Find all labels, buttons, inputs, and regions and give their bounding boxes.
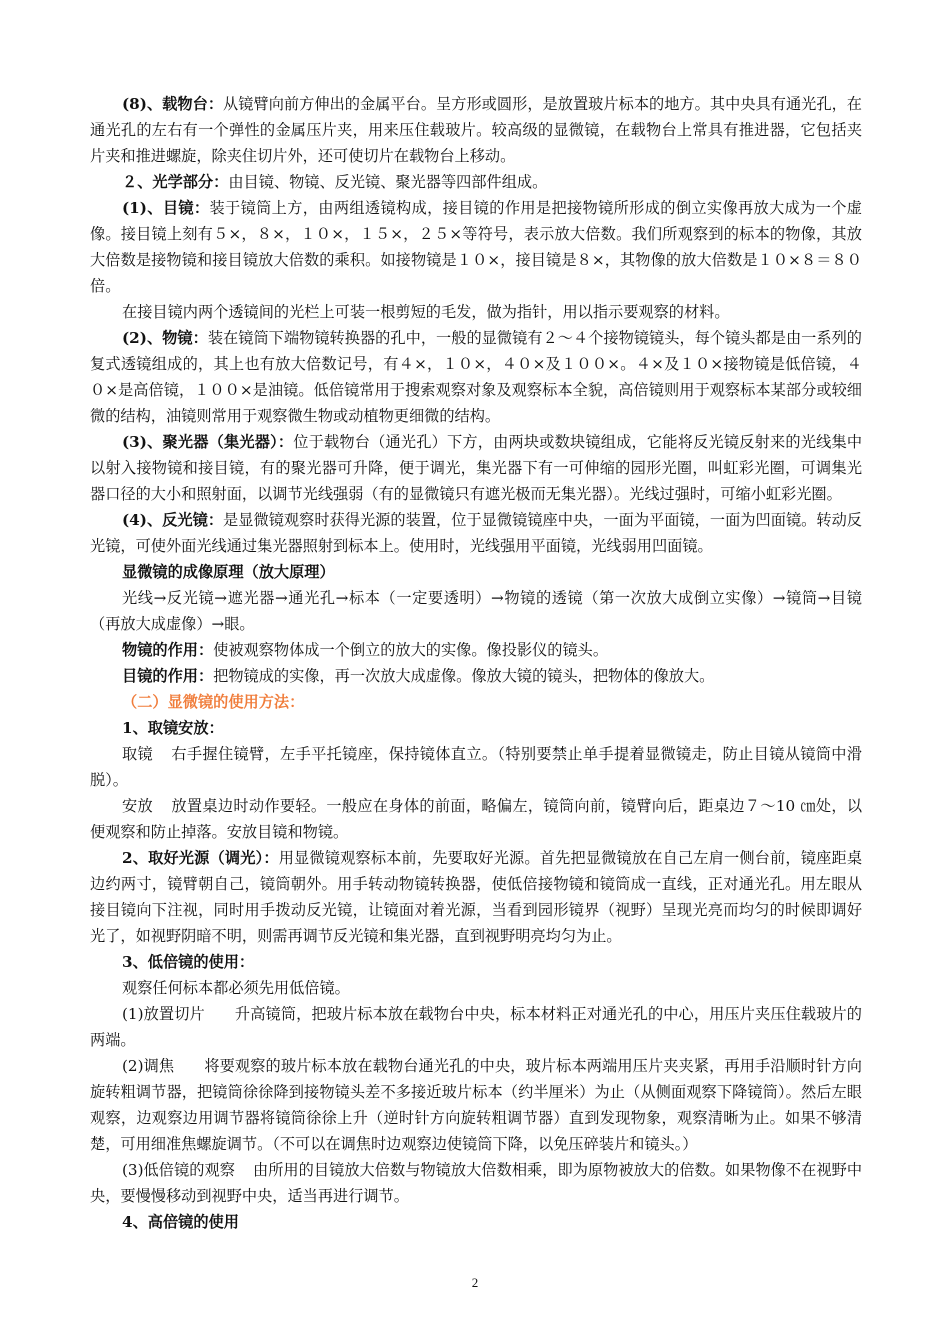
paragraph-eyepiece	[90, 195, 862, 299]
lead-take-scope: 取镜	[122, 745, 154, 763]
paragraph-light-path	[90, 585, 862, 637]
text-condenser: 位于载物台（通光孔）下方，由两块或数块镜组成，它能将反光镜反射来的光线集中以射入接物镜和接目镜，有的聚光器可升降，便于调光，集光器下有一可伸缩的园形光圈，叫虹彩光圈，可调集光器口径的大小和照射面，以调节光线强弱（有的显微镜只有遮光极而无集光器）。光线过强时，可缩小虹彩光圈。	[90, 433, 863, 503]
lead-focus: (2)调焦	[122, 1057, 175, 1075]
text-optical-part: 由目镜、物镜、反光镜、聚光器等四部件组成。	[228, 173, 548, 191]
paragraph-place-scope	[90, 793, 862, 845]
paragraph-usage-section	[90, 689, 862, 715]
heading-objective: (2)、物镜：	[122, 329, 208, 347]
text-step-2: 用显微镜观察标本前，先要取好光源。首先把显微镜放在自己左肩一侧台前，镜座距桌边约两寸，镜臂朝自己，镜筒朝外。用手转动物镜转换器，使低倍接物镜和镜筒成一直线，正对通光孔。用左眼从接目镜向下注视，同时用手拨动反光镜，让镜面对着光源，当看到园形镜界（视野）呈现光亮而均匀的时候即调好光了，如视野阴暗不明，则需再调节反光镜和集光器，直到视野明亮均匀为止。	[90, 849, 863, 945]
paragraph-condenser	[90, 429, 862, 507]
paragraph-pointer	[90, 299, 862, 325]
document-body	[90, 91, 862, 1235]
text-pointer: 在接目镜内两个透镜间的光栏上可装一根剪短的毛发，做为指针，用以指示要观察的材料。	[122, 303, 730, 321]
text-eyepiece: 装于镜筒上方，由两组透镜构成，接目镜的作用是把接物镜所形成的倒立实像再放大成为一个虚像。接目镜上刻有５×，８×，１０×，１５×，２５×等符号，表示放大倍数。我们所观察到的标本的物像，其放大倍数是接物镜和接目镜放大倍数的乘积。如接物镜是１０×，接目镜是８×，其物像的放大倍数是１０×８＝８０倍。	[90, 199, 862, 295]
heading-step-2: 2、取好光源（调光）：	[122, 849, 279, 867]
paragraph-take-scope	[90, 741, 862, 793]
paragraph-focus	[90, 1053, 862, 1157]
heading-imaging-principle: 显微镜的成像原理（放大原理）	[122, 563, 335, 581]
text-eyepiece-role: 把物镜成的实像，再一次放大成虚像。像放大镜的镜头，把物体的像放大。	[213, 667, 715, 685]
paragraph-step-4	[90, 1209, 862, 1235]
paragraph-step-1	[90, 715, 862, 741]
page-number: 2	[471, 1275, 479, 1290]
paragraph-objective	[90, 325, 862, 429]
text-low-power-observe: 由所用的目镜放大倍数与物镜放大倍数相乘，即为原物被放大的倍数。如果物像不在视野中央，要慢慢移动到视野中央，适当再进行调节。	[90, 1161, 863, 1205]
paragraph-objective-role	[90, 637, 862, 663]
heading-stage: (8)、载物台：	[122, 95, 224, 113]
lead-place-slide: (1)放置切片	[122, 1005, 205, 1023]
paragraph-mirror	[90, 507, 862, 559]
paragraph-step-2	[90, 845, 862, 949]
lead-low-power-observe: (3)低倍镜的观察	[122, 1161, 235, 1179]
heading-optical-part: ２、光学部分：	[122, 173, 229, 191]
heading-mirror: (4)、反光镜：	[122, 511, 224, 529]
text-place-scope: 放置桌边时动作要轻。一般应在身体的前面，略偏左，镜筒向前，镜臂向后，距桌边７～10 ㎝处，以便观察和防止掉落。安放目镜和物镜。	[90, 797, 863, 841]
section-heading-usage: （二）显微镜的使用方法：	[122, 693, 305, 711]
heading-step-1: 1、取镜安放：	[122, 719, 224, 737]
heading-eyepiece: (1)、目镜：	[122, 199, 210, 217]
lead-place-scope: 安放	[122, 797, 154, 815]
text-objective-role: 使被观察物体成一个倒立的放大的实像。像投影仪的镜头。	[213, 641, 608, 659]
heading-condenser: (3)、聚光器（集光器）：	[122, 433, 294, 451]
paragraph-place-slide	[90, 1001, 862, 1053]
paragraph-low-power-observe	[90, 1157, 862, 1209]
paragraph-eyepiece-role	[90, 663, 862, 689]
text-light-path: 光线→反光镜→遮光器→通光孔→标本（一定要透明）→物镜的透镜（第一次放大成倒立实像）→镜筒→目镜（再放大成虚像）→眼。	[90, 589, 862, 633]
heading-eyepiece-role: 目镜的作用：	[122, 667, 214, 685]
text-mirror: 是显微镜观察时获得光源的装置，位于显微镜镜座中央，一面为平面镜，一面为凹面镜。转动反光镜，可使外面光线通过集光器照射到标本上。使用时，光线强用平面镜，光线弱用凹面镜。	[90, 511, 862, 555]
text-stage: 从镜臂向前方伸出的金属平台。呈方形或圆形，是放置玻片标本的地方。其中央具有通光孔，在通光孔的左右有一个弹性的金属压片夹，用来压住载玻片。较高级的显微镜，在载物台上常具有推进器，它包括夹片夹和推进螺旋，除夹住切片外，还可使切片在载物台上移动。	[90, 95, 862, 165]
heading-step-4: 4、高倍镜的使用	[122, 1213, 239, 1231]
text-objective: 装在镜筒下端物镜转换器的孔中，一般的显微镜有２～４个接物镜镜头，每个镜头都是由一系列的复式透镜组成的，其上也有放大倍数记号，有４×，１０×，４０×及１００×。４×及１０×接物镜是低倍镜，４０×是高倍镜，１００×是油镜。低倍镜常用于搜索观察对象及观察标本全貌，高倍镜则用于观察标本某部分或较细微的结构，油镜则常用于观察微生物或动植物更细微的结构。	[90, 329, 862, 425]
text-low-power-first: 观察任何标本都必须先用低倍镜。	[122, 979, 350, 997]
paragraph-imaging-principle	[90, 559, 862, 585]
paragraph-step-3	[90, 949, 862, 975]
paragraph-low-power-first	[90, 975, 862, 1001]
paragraph-stage	[90, 91, 862, 169]
text-take-scope: 右手握住镜臂，左手平托镜座，保持镜体直立。（特别要禁止单手提着显微镜走，防止目镜从镜筒中滑脱）。	[90, 745, 862, 789]
paragraph-optical-part	[90, 169, 862, 195]
text-place-slide: 升高镜筒，把玻片标本放在载物台中央，标本材料正对通光孔的中心，用压片夹压住载玻片的两端。	[90, 1005, 862, 1049]
heading-step-3: 3、低倍镜的使用：	[122, 953, 255, 971]
heading-objective-role: 物镜的作用：	[122, 641, 214, 659]
text-focus: 将要观察的玻片标本放在载物台通光孔的中央，玻片标本两端用压片夹夹紧，再用手沿顺时针方向旋转粗调节器，把镜筒徐徐降到接物镜头差不多接近玻片标本（约半厘米）为止（从侧面观察下降镜筒）。然后左眼观察，边观察边用调节器将镜筒徐徐上升（逆时针方向旋转粗调节器）直到发现物象，观察清晰为止。如果不够清楚，可用细准焦螺旋调节。（不可以在调焦时边观察边使镜筒下降，以免压碎装片和镜头。）	[90, 1057, 862, 1153]
